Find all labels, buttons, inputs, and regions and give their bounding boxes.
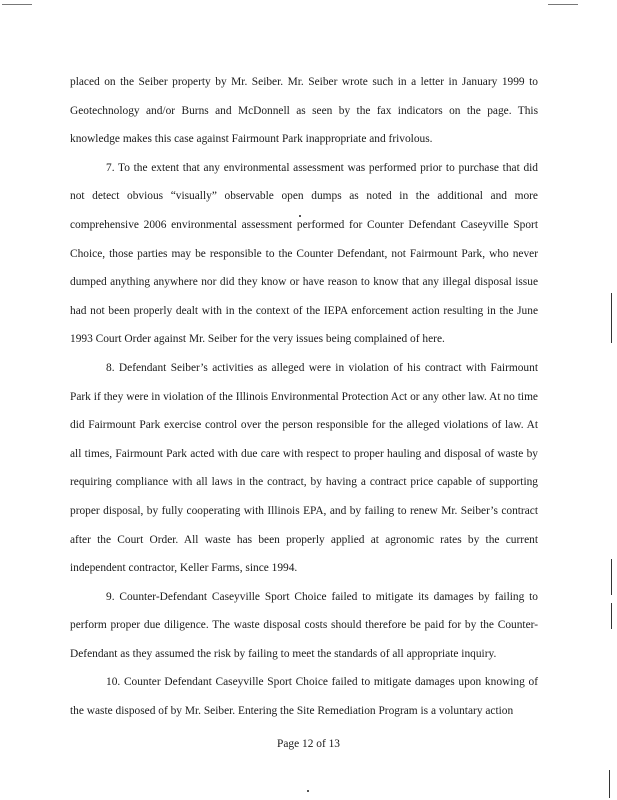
page-number-footer: Page 12 of 13	[277, 738, 340, 750]
margin-revision-bar	[611, 293, 612, 343]
scan-mark-top-right	[548, 4, 578, 5]
margin-revision-bar	[611, 603, 612, 629]
scan-mark-top-left	[2, 4, 32, 5]
paragraph-8: 8. Defendant Seiber’s activities as alleged were in violation of his contract with Fairmount Park if they were in violation of the Illinois Environmental Protection Act or any other law. At no time did Fairmount Park exercise control over the person responsible for the alleged violations of law. At all times, Fairmount Park acted with due care with respect to proper hauling and disposal of waste by requiring compliance with all laws in the contract, by having a contract price capable of supporting proper disposal, by fully cooperating with Illinois EPA, and by failing to renew Mr. Seiber’s contract after the Court Order. All waste has been properly applied at agronomic rates by the current independent contractor, Keller Farms, since 1994.	[70, 361, 538, 575]
paragraph-10: 10. Counter Defendant Caseyville Sport Choice failed to mitigate damages upon knowing of the waste disposed of by Mr. Seiber. Entering the Site Remediation Program is a voluntary action	[70, 676, 538, 718]
paragraph-continuation: placed on the Seiber property by Mr. Seiber. Mr. Seiber wrote such in a letter in January 1999 to Geotechnology and/or Burns and McDonnell as seen by the fax indicators on the page. This knowledge makes this case against Fairmount Park inappropriate and frivolous.	[70, 76, 538, 146]
scan-speck	[307, 790, 309, 792]
document-body	[70, 68, 538, 726]
paragraph-7: 7. To the extent that any environmental assessment was performed prior to purchase that did not detect obvious “visually” observable open dumps as noted in the additional and more comprehensive 2006 environmental assessment performed for Counter Defendant Caseyville Sport Choice, those parties may be responsible to the Counter Defendant, not Fairmount Park, who never dumped anything anywhere nor did they know or have reason to know that any illegal disposal issue had not been properly dealt with in the context of the IEPA enforcement action resulting in the June 1993 Court Order against Mr. Seiber for the very issues being complained of here.	[70, 161, 538, 346]
margin-revision-bar	[609, 770, 610, 798]
paragraph-9: 9. Counter-Defendant Caseyville Sport Choice failed to mitigate its damages by failing to perform proper due diligence. The waste disposal costs should therefore be paid for by the Counter-Defendant as they assumed the risk by failing to meet the standards of all appropriate inquiry.	[70, 590, 538, 660]
margin-revision-bar	[611, 559, 612, 595]
